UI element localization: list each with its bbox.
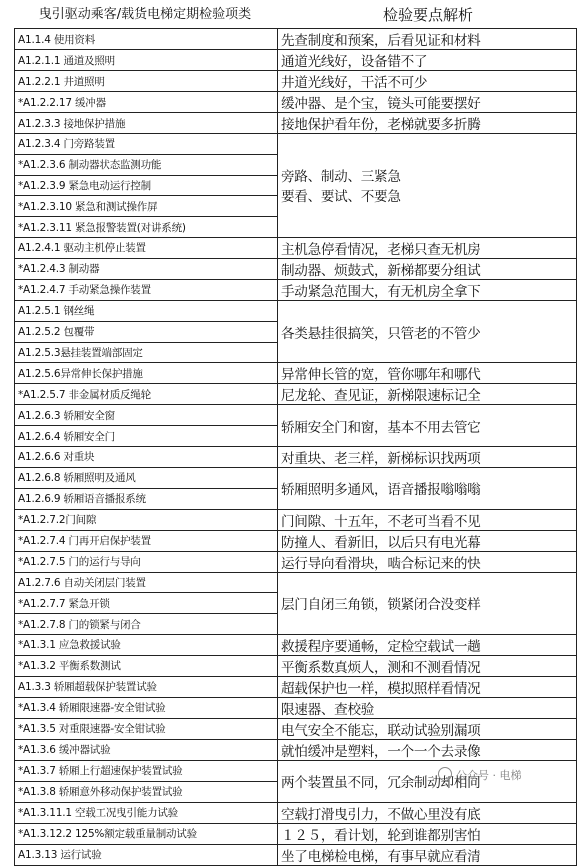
table-row <box>15 655 577 676</box>
key-point-cell: 就怕缓冲是塑料，一个一个去录像 <box>278 739 577 760</box>
key-point-cell: 尼龙轮、查见证，新梯限速标记全 <box>278 384 577 405</box>
inspection-item-cell: A1.2.6.3 轿厢安全窗 <box>15 405 278 426</box>
inspection-item-cell: *A1.3.12.2 125%额定载重量制动试验 <box>15 823 278 844</box>
key-point-cell: 制动器、烦鼓式，新梯都要分组试 <box>278 258 577 279</box>
key-point-cell: 异常伸长管的宽，管你哪年和哪代 <box>278 363 577 384</box>
inspection-item-cell: A1.2.5.1 钢丝绳 <box>15 300 278 321</box>
key-point-cell: 轿厢照明多通风，语音播报嗡嗡嗡 <box>278 467 577 509</box>
table-row <box>15 551 577 572</box>
inspection-item-cell: A1.2.5.2 包覆带 <box>15 321 278 342</box>
table-row <box>15 279 577 300</box>
key-point-cell: 通道光线好，设备错不了 <box>278 50 577 71</box>
inspection-item-cell: *A1.2.7.4 门再开启保护装置 <box>15 530 278 551</box>
inspection-item-cell: A1.2.2.1 井道照明 <box>15 71 278 92</box>
table-row <box>15 300 577 321</box>
inspection-item-cell: *A1.3.1 应急救援试验 <box>15 634 278 655</box>
inspection-item-cell: A1.2.6.8 轿厢照明及通风 <box>15 467 278 488</box>
key-point-cell: 救援程序要通畅，定检空载试一趟 <box>278 634 577 655</box>
inspection-item-cell: *A1.2.3.10 紧急和测试操作屏 <box>15 196 278 217</box>
table-row <box>15 258 577 279</box>
inspection-item-cell: *A1.3.5 对重限速器-安全钳试验 <box>15 718 278 739</box>
key-point-cell: 主机急停看情况，老梯只查无机房 <box>278 237 577 258</box>
inspection-table <box>14 28 577 866</box>
table-row <box>15 384 577 405</box>
key-point-cell: 轿厢安全门和窗，基本不用去管它 <box>278 405 577 447</box>
inspection-table-body <box>15 29 577 866</box>
table-row <box>15 446 577 467</box>
table-row <box>15 823 577 844</box>
key-point-cell: 超载保护也一样，模拟照样看情况 <box>278 676 577 697</box>
table-row <box>15 50 577 71</box>
key-point-cell: 先查制度和预案，后看见证和材料 <box>278 29 577 50</box>
key-point-cell: 电气安全不能忘，联动试验别漏项 <box>278 718 577 739</box>
inspection-item-cell: *A1.2.3.9 紧急电动运行控制 <box>15 175 278 196</box>
table-row <box>15 363 577 384</box>
column-header-inspection-items: 曳引驱动乘客/载货电梯定期检验项类 <box>38 7 252 22</box>
key-point-cell: 对重块、老三样，新梯标识找两项 <box>278 446 577 467</box>
table-row <box>15 530 577 551</box>
inspection-item-cell: A1.2.6.9 轿厢语音播报系统 <box>15 488 278 509</box>
key-point-cell: 手动紧急范围大，有无机房全拿下 <box>278 279 577 300</box>
inspection-item-cell: A1.2.4.1 驱动主机停止装置 <box>15 237 278 258</box>
inspection-item-cell: A1.3.13 运行试验 <box>15 844 278 865</box>
inspection-item-cell: *A1.2.2.17 缓冲器 <box>15 92 278 113</box>
table-row <box>15 113 577 134</box>
inspection-item-cell: A1.2.3.4 门旁路装置 <box>15 134 278 155</box>
table-row <box>15 718 577 739</box>
watermark <box>438 767 522 783</box>
key-point-cell: 平衡系数真烦人，测和不测看情况 <box>278 655 577 676</box>
inspection-item-cell: A1.2.5.6异常伸长保护措施 <box>15 363 278 384</box>
table-row <box>15 634 577 655</box>
inspection-item-cell: *A1.2.7.5 门的运行与导向 <box>15 551 278 572</box>
key-point-cell: 旁路、制动、三紧急 要看、要试、不要急 <box>278 134 577 238</box>
inspection-item-cell: A1.2.6.6 对重块 <box>15 446 278 467</box>
key-point-cell: 空载打滑曳引力，不做心里没有底 <box>278 802 577 823</box>
table-row <box>15 572 577 593</box>
table-row <box>15 739 577 760</box>
inspection-item-cell: A1.2.6.4 轿厢安全门 <box>15 426 278 447</box>
inspection-item-cell: *A1.3.6 缓冲器试验 <box>15 739 278 760</box>
table-row <box>15 676 577 697</box>
key-point-cell: 运行导向看滑块，啮合标记来的快 <box>278 551 577 572</box>
inspection-item-cell: *A1.2.4.7 手动紧急操作装置 <box>15 279 278 300</box>
inspection-item-cell: A1.3.3 轿厢超载保护装置试验 <box>15 676 278 697</box>
table-row <box>15 134 577 155</box>
watermark-text: 公众号 · 电梯 <box>456 769 522 782</box>
inspection-item-cell: *A1.2.7.7 紧急开锁 <box>15 593 278 614</box>
inspection-item-cell: *A1.3.7 轿厢上行超速保护装置试验 <box>15 760 278 781</box>
inspection-item-cell: *A1.3.8 轿厢意外移动保护装置试验 <box>15 781 278 802</box>
table-row <box>15 844 577 865</box>
key-point-cell: 井道光线好，干活不可少 <box>278 71 577 92</box>
key-point-cell: 坐了电梯检电梯，有事早就应看清 <box>278 844 577 865</box>
inspection-item-cell: A1.2.3.3 接地保护措施 <box>15 113 278 134</box>
column-header-key-points: 检验要点解析 <box>382 6 473 24</box>
inspection-item-cell: *A1.3.2 平衡系数测试 <box>15 655 278 676</box>
table-row <box>15 802 577 823</box>
table-row <box>15 237 577 258</box>
key-point-cell: 各类悬挂很搞笑，只管老的不管少 <box>278 300 577 362</box>
inspection-item-cell: *A1.2.3.6 制动器状态监测功能 <box>15 154 278 175</box>
table-row <box>15 71 577 92</box>
inspection-item-cell: A1.1.4 使用资料 <box>15 29 278 50</box>
key-point-cell: １２５，看计划，轮到谁都别害怕 <box>278 823 577 844</box>
inspection-item-cell: *A1.2.5.7 非金属材质反绳轮 <box>15 384 278 405</box>
inspection-item-cell: *A1.3.4 轿厢限速器-安全钳试验 <box>15 697 278 718</box>
inspection-item-cell: *A1.2.7.2门间隙 <box>15 509 278 530</box>
table-row <box>15 405 577 426</box>
key-point-cell: 缓冲器、是个宝，镜头可能要摆好 <box>278 92 577 113</box>
inspection-item-cell: A1.2.7.6 自动关闭层门装置 <box>15 572 278 593</box>
key-point-cell: 限速器、查校验 <box>278 697 577 718</box>
table-row <box>15 92 577 113</box>
key-point-cell: 门间隙、十五年，不老可当看不见 <box>278 509 577 530</box>
key-point-cell: 防撞人、看新旧，以后只有电光幕 <box>278 530 577 551</box>
table-row <box>15 697 577 718</box>
key-point-cell: 接地保护看年份，老梯就要多折腾 <box>278 113 577 134</box>
key-point-cell: 层门自闭三角锁，锁紧闭合没变样 <box>278 572 577 634</box>
table-row <box>15 29 577 50</box>
inspection-item-cell: A1.2.1.1 通道及照明 <box>15 50 278 71</box>
inspection-item-cell: *A1.2.4.3 制动器 <box>15 258 278 279</box>
inspection-item-cell: *A1.2.3.11 紧急报警装置(对讲系统) <box>15 217 278 238</box>
key-point-cell: 两个装置虽不同，冗余制动却相同 <box>278 760 577 802</box>
inspection-item-cell: *A1.2.7.8 门的锁紧与闭合 <box>15 614 278 635</box>
wechat-icon <box>438 767 452 781</box>
table-row <box>15 467 577 488</box>
table-row <box>15 509 577 530</box>
inspection-item-cell: A1.2.5.3悬挂装置端部固定 <box>15 342 278 363</box>
inspection-item-cell: *A1.3.11.1 空载工况曳引能力试验 <box>15 802 278 823</box>
